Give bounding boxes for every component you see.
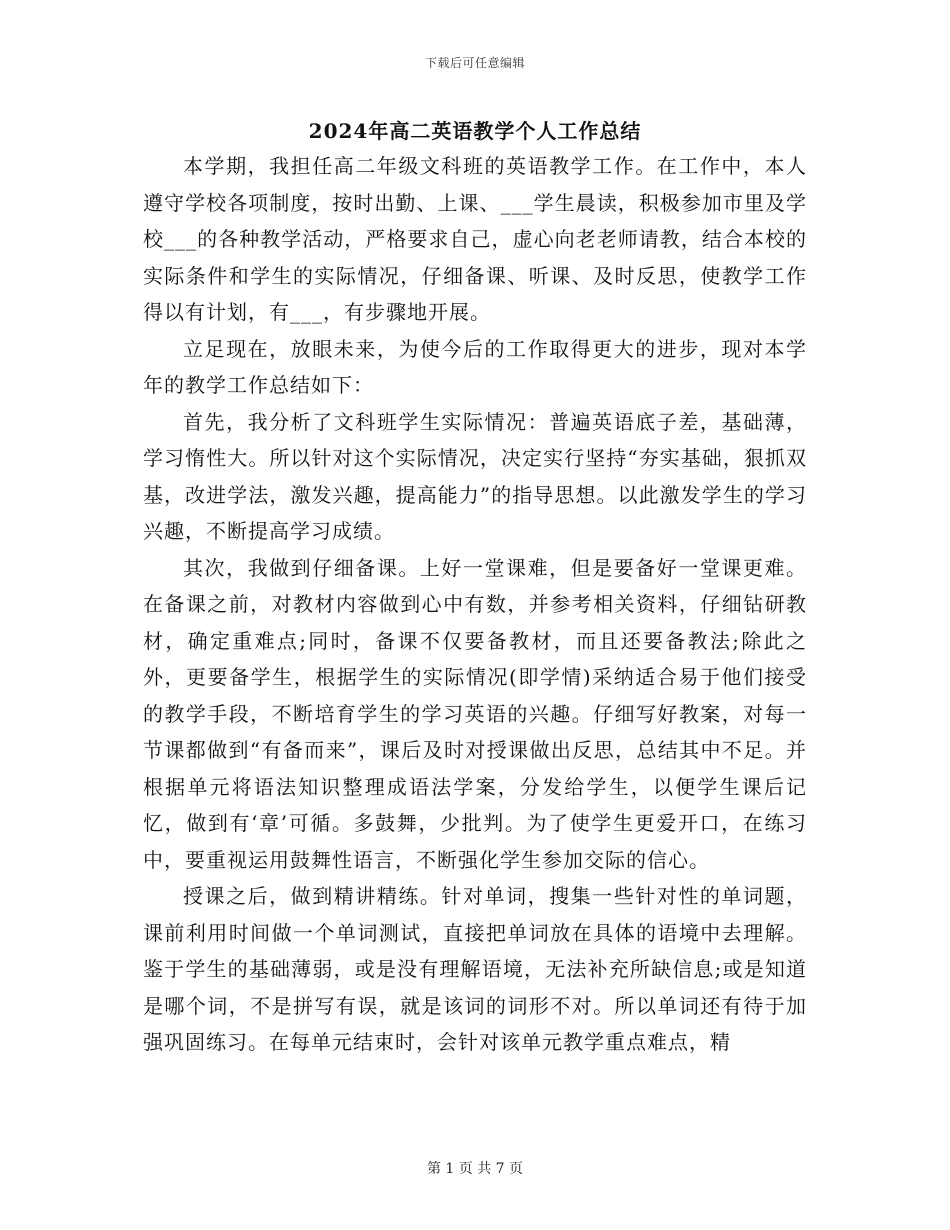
page-header-note: 下载后可任意编辑 — [424, 56, 525, 70]
document-title: 2024年高二英语教学个人工作总结 — [308, 119, 642, 143]
paragraph-3: 首先，我分析了文科班学生实际情况：普遍英语底子差，基础薄，学习惰性大。所以针对这个实际情况，决定实行坚持“夯实基础，狠抓双基，改进学法，激发兴趣，提高能力”的指导思想。以此激发学生的学习兴趣，不断提高学习成绩。 — [143, 409, 807, 543]
paragraph-5: 授课之后，做到精讲精练。针对单词，搜集一些针对性的单词题，课前利用时间做一个单词测试，直接把单词放在具体的语境中去理解。鉴于学生的基础薄弱，或是没有理解语境，无法补充所缺信息;或是知道是哪个词，不是拼写有误，就是该词的词形不对。所以单词还有待于加强巩固练习。在每单元结束时，会针对该单元教学重点难点，精 — [143, 884, 807, 1054]
paragraph-1: 本学期，我担任高二年级文科班的英语教学工作。在工作中，本人遵守学校各项制度，按时出勤、上课、___学生晨读，积极参加市里及学校___的各种教学活动，严格要求自己，虚心向老老师请教，结合本校的实际条件和学生的实际情况，仔细备课、听课、及时反思，使教学工作得以有计划，有___，有步骤地开展。 — [143, 154, 807, 324]
paragraph-4: 其次，我做到仔细备课。上好一堂课难，但是要备好一堂课更难。在备课之前，对教材内容做到心中有数，并参考相关资料，仔细钻研教材，确定重难点;同时，备课不仅要备教材，而且还要备教法;除此之外，更要备学生，根据学生的实际情况(即学情)采纳适合易于他们接受的教学手段，不断培育学生的学习英语的兴趣。仔细写好教案，对每一节课都做到“有备而来”，课后及时对授课做出反思，总结其中不足。并根据单元将语法知识整理成语法学案，分发给学生，以便学生课后记忆，做到有‘章’可循。多鼓舞，少批判。为了使学生更爱开口，在练习中，要重视运用鼓舞性语言，不断强化学生参加交际的信心。 — [143, 555, 807, 872]
page-number: 第 1 页 共 7 页 — [426, 1161, 524, 1177]
paragraph-2: 立足现在，放眼未来，为使今后的工作取得更大的进步，现对本学年的教学工作总结如下： — [143, 336, 807, 397]
document-body — [143, 148, 807, 1061]
